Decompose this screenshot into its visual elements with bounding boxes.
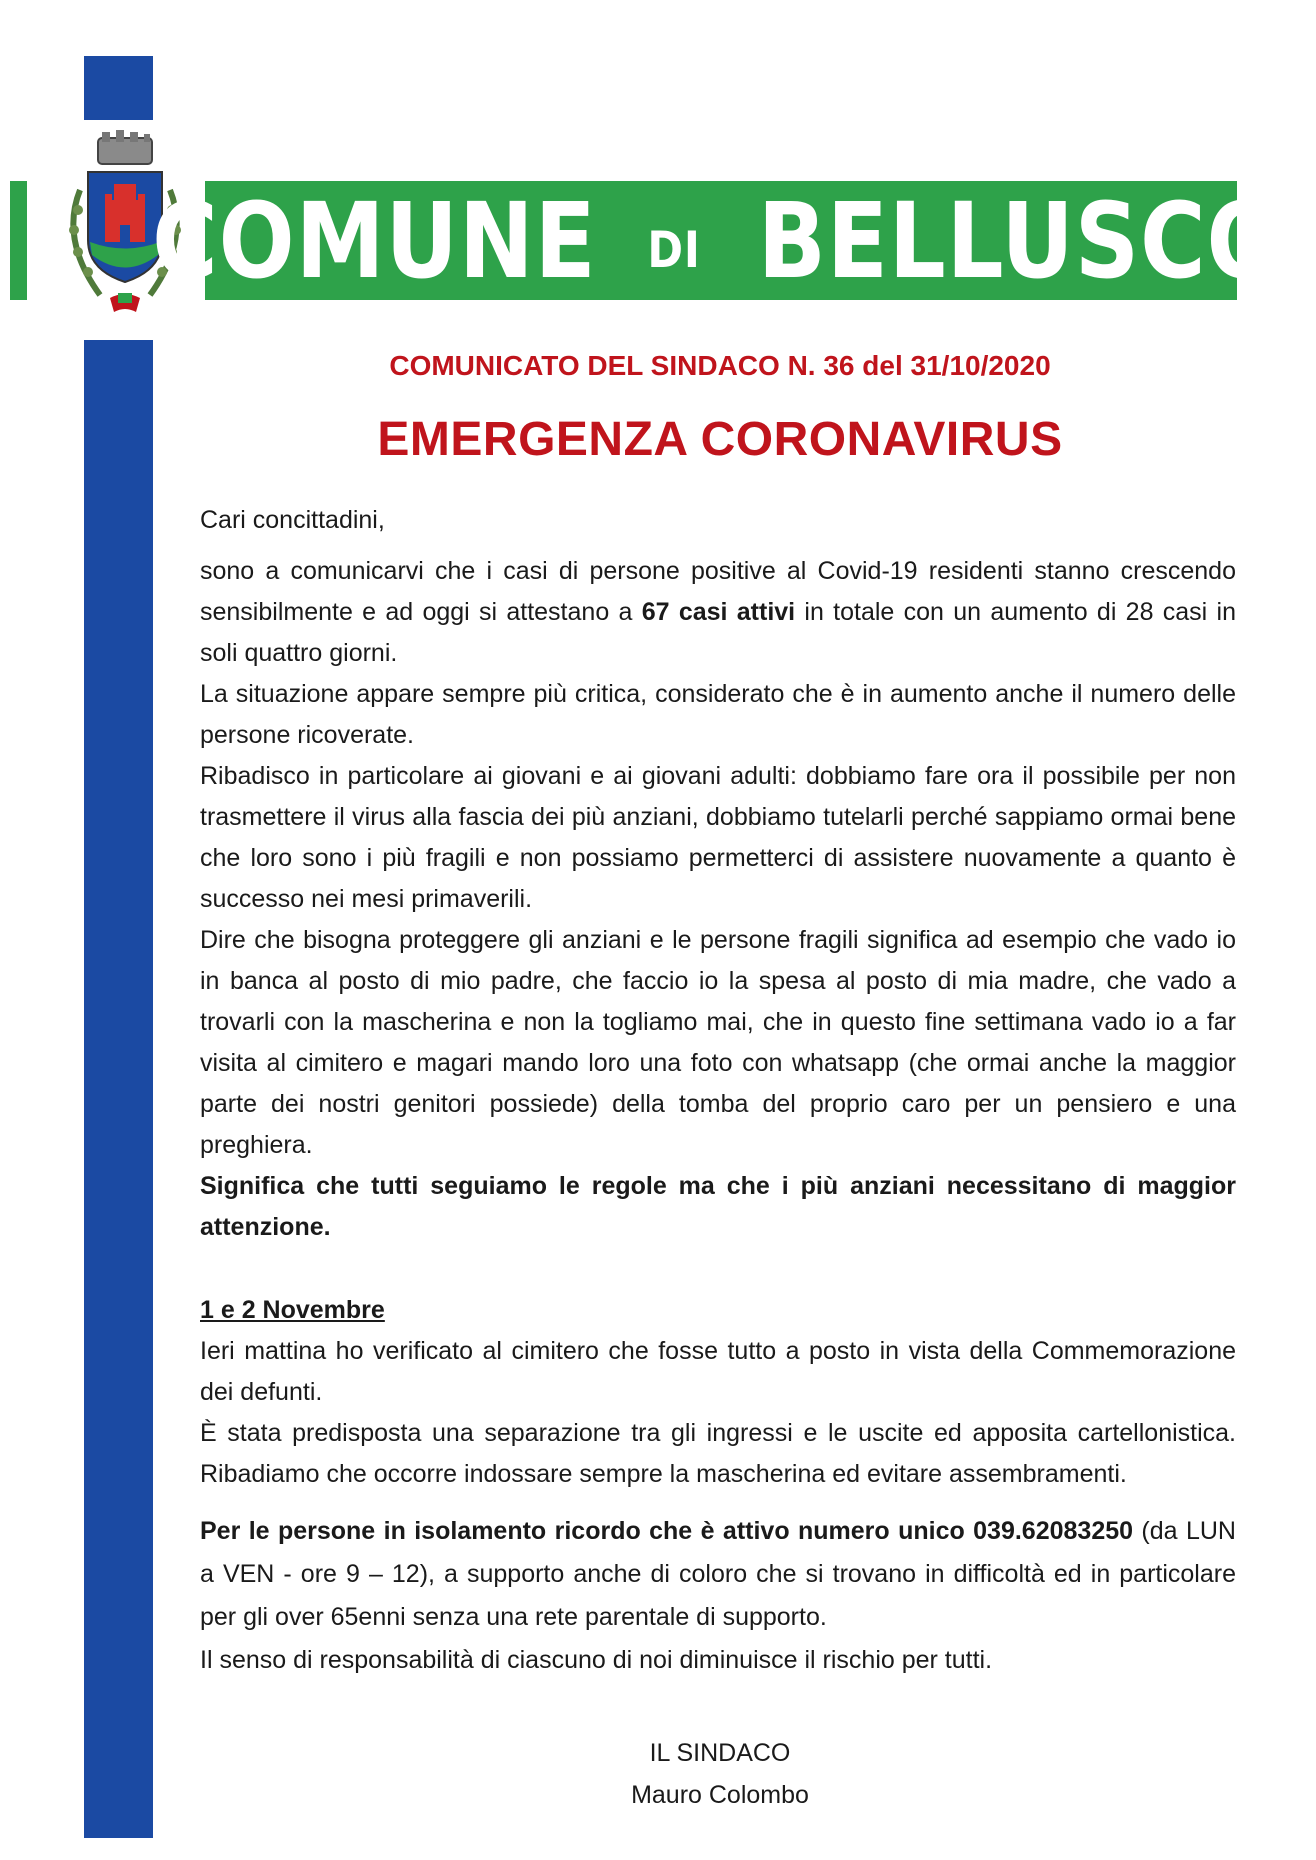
isolation-number-highlight: Per le persone in isolamento ricordo che è attivo numero unico 039.62083250 <box>200 1517 1134 1545</box>
municipality-banner <box>152 179 1284 302</box>
section-cemetery: Ieri mattina ho verificato al cimitero che fosse tutto a posto in vista della Commemorazione dei defunti. <box>200 1337 1236 1406</box>
emergency-title: EMERGENZA CORONAVIRUS <box>377 413 1063 466</box>
paragraph-cases-part1: sono a comunicarvi che i casi di persone positive al Covid-19 residenti stanno crescendo sensibilmente e ad oggi si attestano a <box>200 557 1236 626</box>
paragraph-rules <box>200 1166 1236 1248</box>
signature-name: Mauro Colombo <box>631 1781 809 1809</box>
blue-stripe-bottom <box>84 340 153 1838</box>
paragraph-cases <box>200 551 1236 674</box>
banner-word-comune: COMUNE <box>152 179 597 302</box>
section-separation: È stata predisposta una separazione tra gli ingressi e le uscite ed apposita cartellonistica. Ribadiamo che occorre indossare sempre la mascherina ed evitare assembramenti. <box>200 1419 1236 1488</box>
rules-highlight: Significa che tutti seguiamo le regole ma che i più anziani necessitano di maggior attenzione. <box>200 1172 1236 1241</box>
isolation-note <box>200 1510 1236 1682</box>
communique-title: COMUNICATO DEL SINDACO N. 36 del 31/10/2020 <box>389 350 1051 381</box>
section-heading-text: 1 e 2 Novembre <box>200 1296 385 1324</box>
banner-word-bellusco: BELLUSCO <box>757 179 1284 302</box>
green-stripe-left <box>10 181 27 300</box>
paragraph-situation: La situazione appare sempre più critica, considerato che è in aumento anche il numero delle persone ricoverate. <box>200 680 1236 749</box>
closing-line: Il senso di responsabilità di ciascuno di noi diminuisce il rischio per tutti. <box>200 1646 993 1674</box>
paragraph-cases-part2: in totale con un aumento di 28 casi in soli quattro giorni. <box>200 598 1236 667</box>
paragraph-protect: Dire che bisogna proteggere gli anziani e le persone fragili significa ad esempio che vado io in banca al posto di mio padre, che faccio io la spesa al posto di mia madre, che vado a trovarli con la mascherina e non la togliamo mai, che in questo fine settimana vado io a far visita al cimitero e magari mando loro una foto con whatsapp (che ormai anche la maggior parte dei nostri genitori possiede) della tomba del proprio caro per un pensiero e una preghiera. <box>200 926 1236 1159</box>
section-heading <box>200 1290 1236 1331</box>
november-section <box>200 1290 1236 1495</box>
blue-stripe-top <box>84 56 153 120</box>
active-cases-highlight: 67 casi attivi <box>641 598 796 626</box>
banner-word-di: DI <box>647 220 701 279</box>
paragraph-young: Ribadisco in particolare ai giovani e ai giovani adulti: dobbiamo fare ora il possibile per non trasmettere il virus alla fascia dei più anziani, dobbiamo tutelarli perché sappiamo ormai bene che loro sono i più fragili e non possiamo permetterci di assistere nuovamente a quanto è successo nei mesi primaverili. <box>200 762 1236 913</box>
isolation-details: (da LUN a VEN - ore 9 – 12), a supporto anche di coloro che si trovano in difficoltà ed in particolare per gli over 65enni senza una rete parentale di supporto. <box>200 1517 1236 1631</box>
isolation-paragraph <box>200 1510 1236 1639</box>
signature-role: IL SINDACO <box>649 1739 791 1767</box>
greeting: Cari concittadini, <box>200 506 385 534</box>
signature-block <box>500 1732 940 1816</box>
main-body <box>200 551 1236 1248</box>
